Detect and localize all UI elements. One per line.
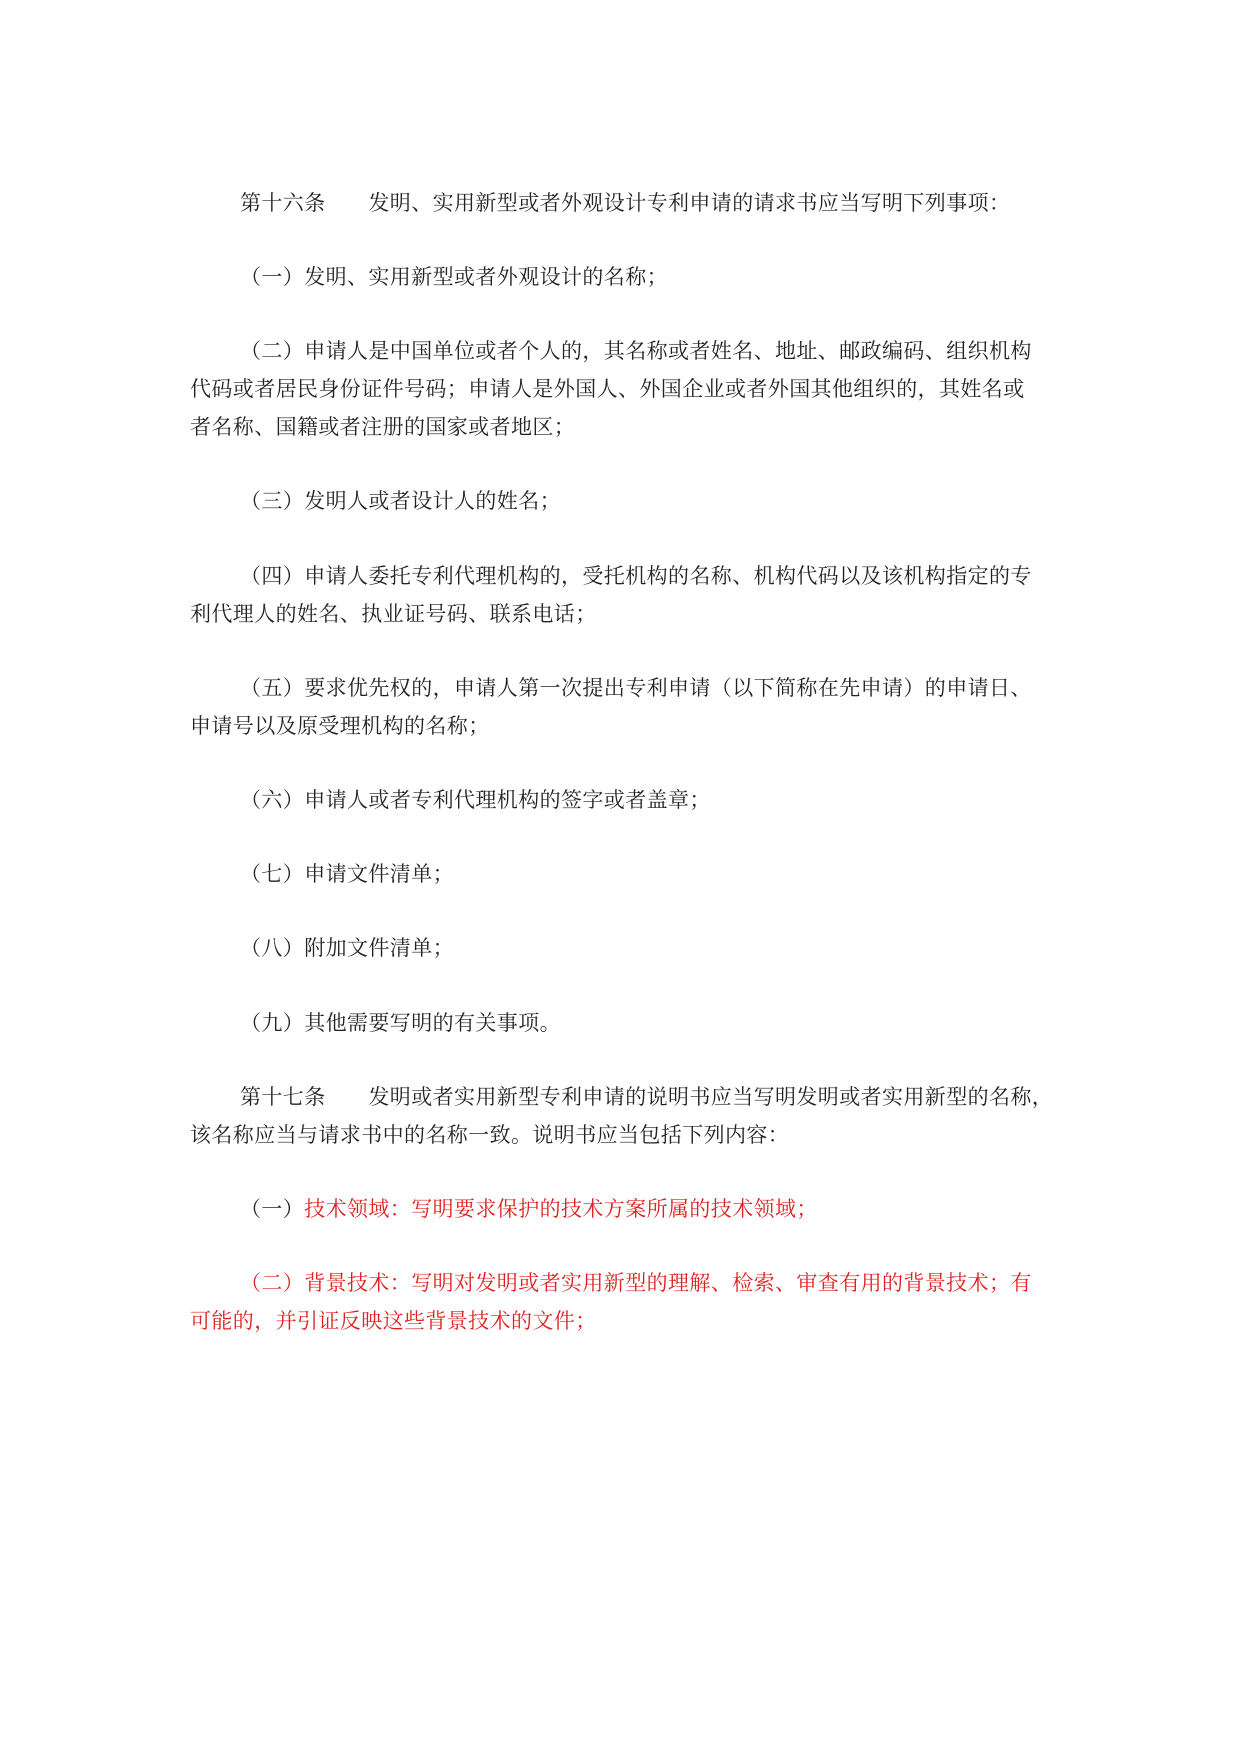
article-16-item-6: [190, 781, 1070, 819]
text-line: （二）申请人是中国单位或者个人的，其名称或者姓名、地址、邮政编码、组织机构: [240, 339, 1032, 363]
article-17-item-2: [190, 1264, 1070, 1340]
text-line: （八）附加文件清单；: [240, 936, 454, 960]
article-16-heading: [190, 184, 1070, 222]
article-16-item-3: [190, 482, 1070, 520]
article-17-item-1: [190, 1190, 1070, 1228]
text-line: （九）其他需要写明的有关事项。: [240, 1011, 561, 1035]
text-line: （一）发明、实用新型或者外观设计的名称；: [240, 265, 668, 289]
text-line: 该名称应当与请求书中的名称一致。说明书应当包括下列内容：: [190, 1123, 790, 1147]
text-line: （五）要求优先权的，申请人第一次提出专利申请（以下简称在先申请）的申请日、: [240, 676, 1032, 700]
highlighted-text-line: （二）背景技术：写明对发明或者实用新型的理解、检索、审查有用的背景技术；有: [240, 1271, 1032, 1295]
article-16-item-5: [190, 669, 1070, 745]
article-16-item-8: [190, 929, 1070, 967]
article-16-item-7: [190, 855, 1070, 893]
text-line: 第十六条 发明、实用新型或者外观设计专利申请的请求书应当写明下列事项：: [240, 191, 1011, 215]
text-line: （七）申请文件清单；: [240, 862, 454, 886]
text-line: 代码或者居民身份证件号码；申请人是外国人、外国企业或者外国其他组织的，其姓名或: [190, 377, 1025, 401]
item-prefix: （一）: [240, 1197, 305, 1221]
article-16-item-9: [190, 1004, 1070, 1042]
text-line: （六）申请人或者专利代理机构的签字或者盖章；: [240, 788, 711, 812]
highlighted-text-line: 可能的，并引证反映这些背景技术的文件；: [190, 1309, 597, 1333]
text-line: 利代理人的姓名、执业证号码、联系电话；: [190, 602, 597, 626]
article-16-item-4: [190, 557, 1070, 633]
text-line: （四）申请人委托专利代理机构的，受托机构的名称、机构代码以及该机构指定的专: [240, 564, 1032, 588]
highlighted-text: 技术领域：写明要求保护的技术方案所属的技术领域；: [304, 1197, 818, 1221]
text-line: 申请号以及原受理机构的名称；: [190, 714, 490, 738]
text-line: 者名称、国籍或者注册的国家或者地区；: [190, 415, 576, 439]
article-17-heading: [190, 1078, 1070, 1154]
text-line: [190, 1190, 1070, 1228]
article-16-item-1: [190, 258, 1070, 296]
text-line: （三）发明人或者设计人的姓名；: [240, 489, 561, 513]
text-line: 第十七条 发明或者实用新型专利申请的说明书应当写明发明或者实用新型的名称，: [240, 1085, 1054, 1109]
article-16-item-2: [190, 332, 1070, 446]
